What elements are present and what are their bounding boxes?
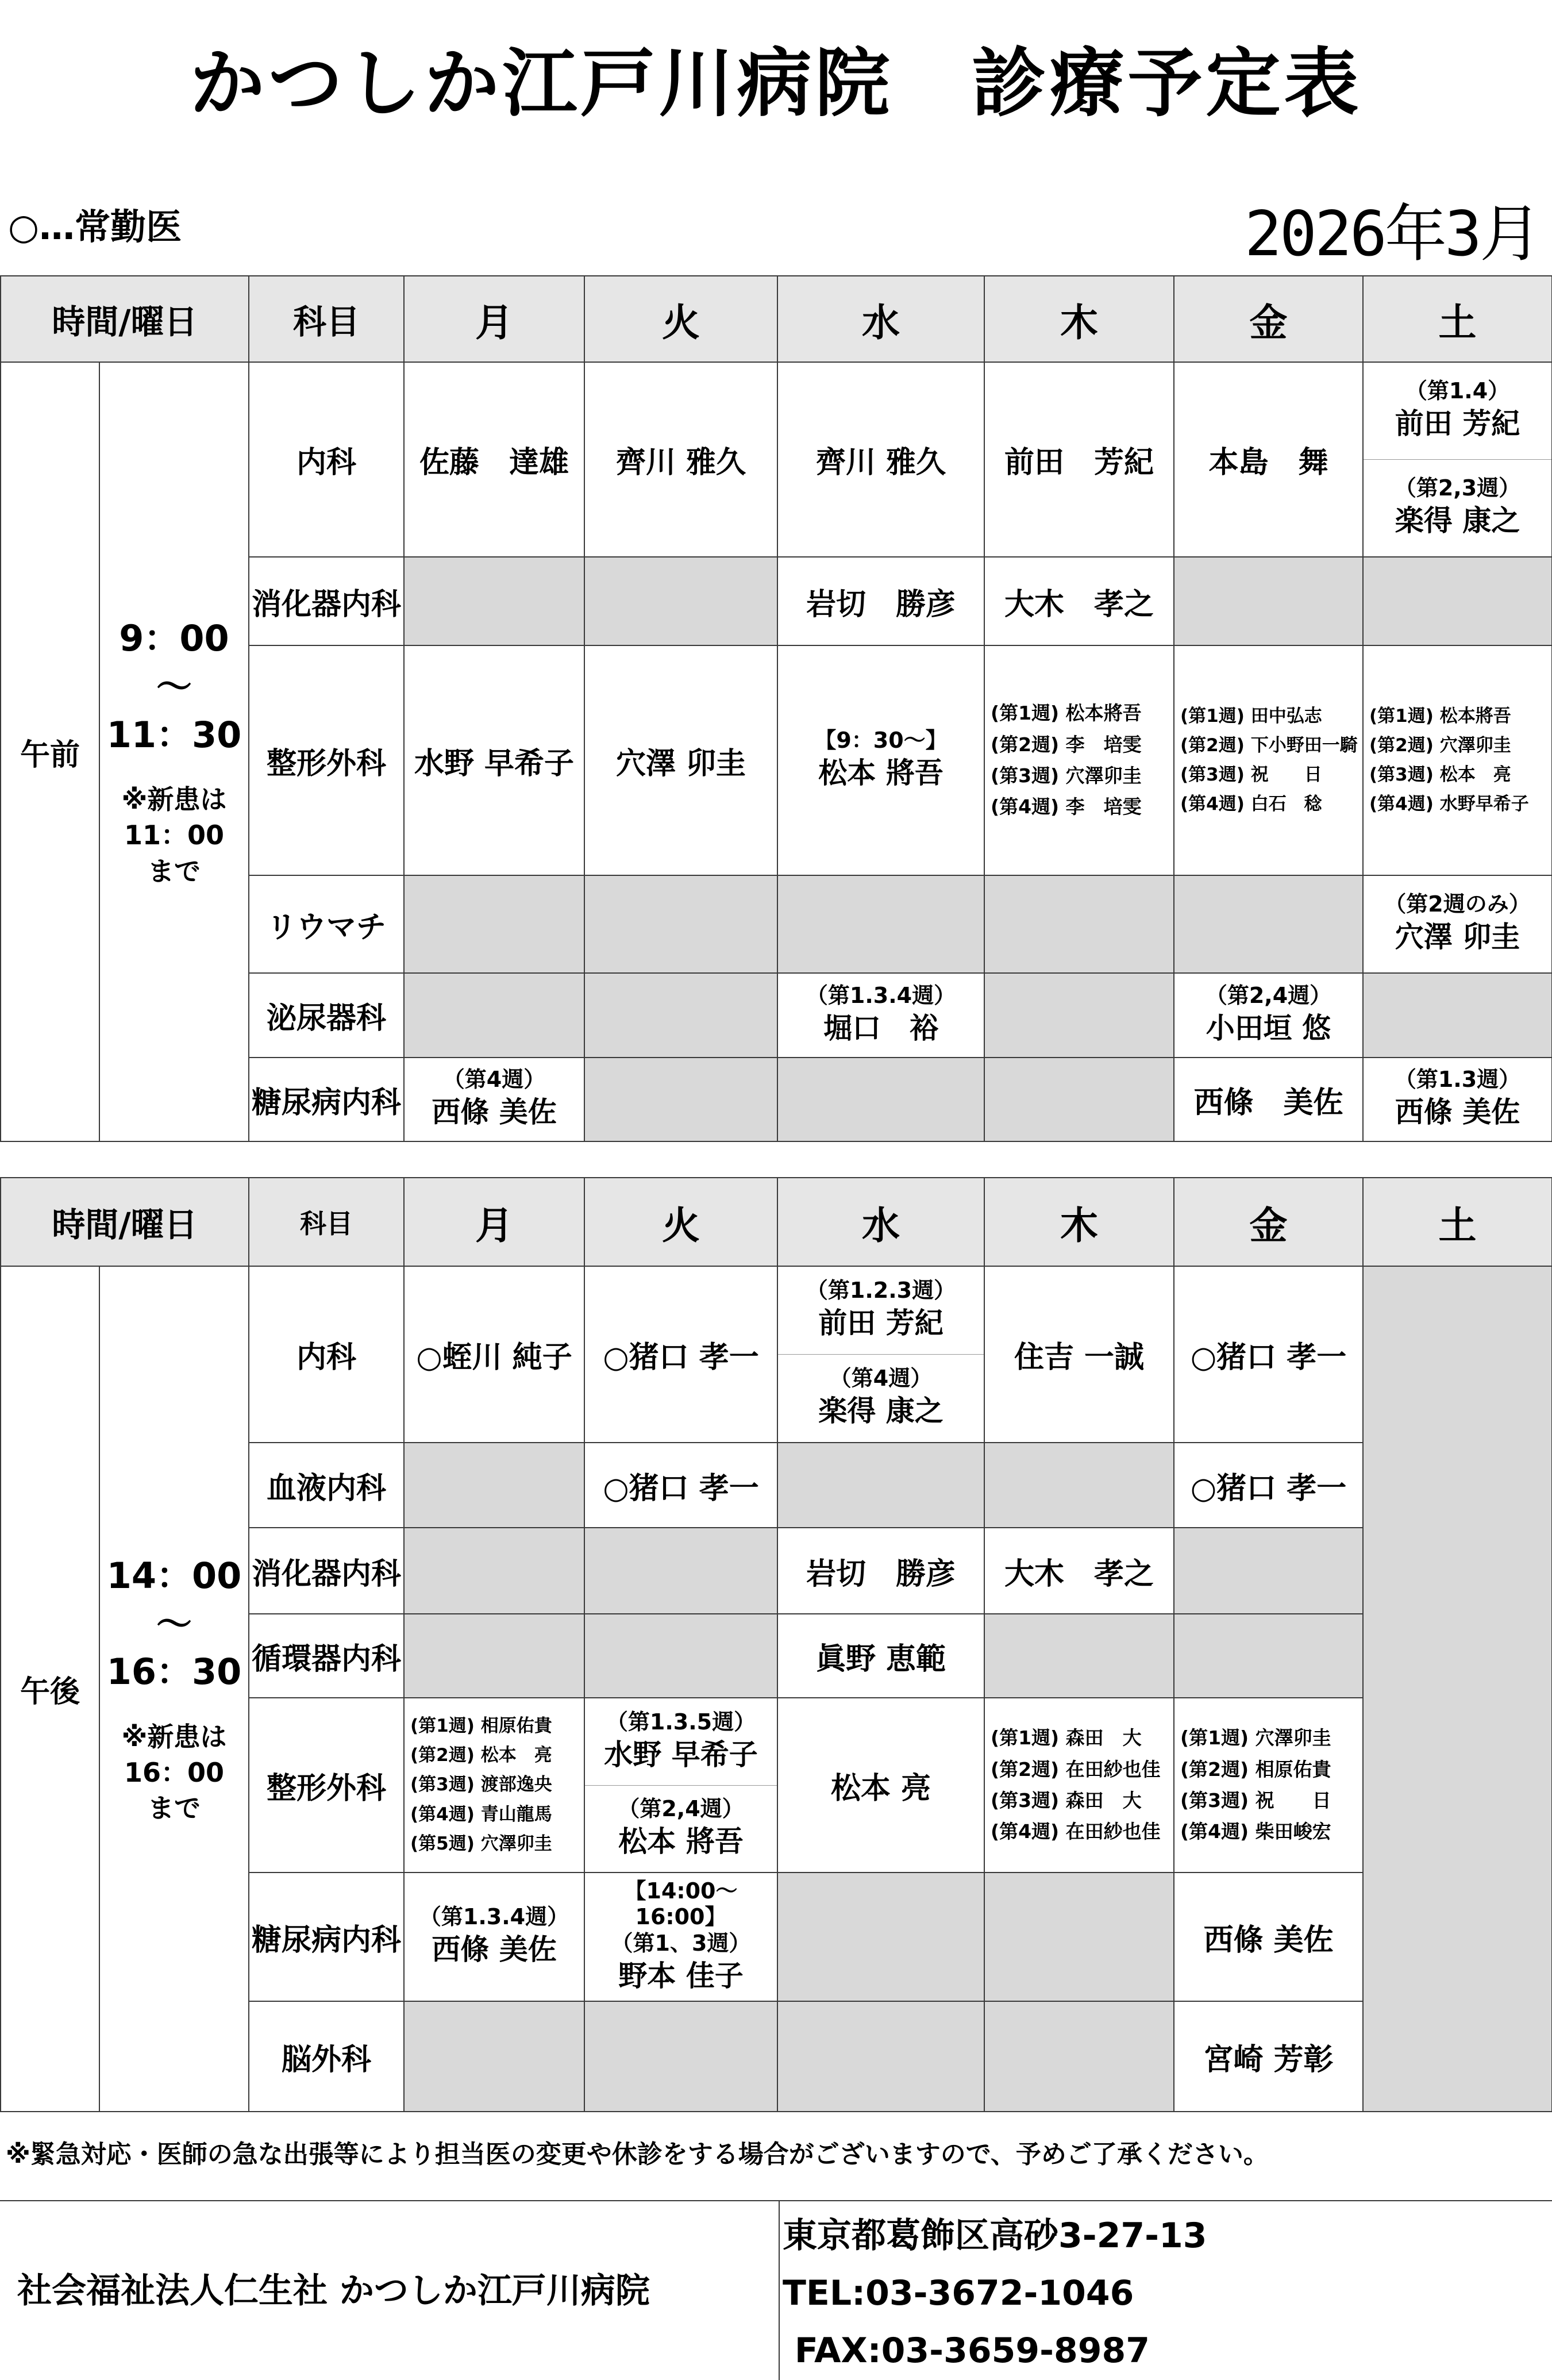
cell-empty (584, 1614, 777, 1698)
cell-empty (584, 875, 777, 973)
row-naika (1, 1266, 1552, 1443)
time-start: 14：00 (106, 1554, 242, 1597)
cell-empty (584, 557, 777, 645)
cell-mon: （第4週） 西條 美佐 (404, 1058, 584, 1141)
dept-junkanki: 循環器内科 (249, 1614, 404, 1698)
dept-ketsueki: 血液内科 (249, 1443, 404, 1528)
cell-empty (404, 557, 584, 645)
cell-thu: 前田 芳紀 (984, 362, 1174, 557)
cell-empty (584, 973, 777, 1058)
cell-sat: (第1週) 松本將吾 (第2週) 穴澤卯圭 (第3週) 松本 亮 (第4週) 水野早希子 (1363, 645, 1552, 875)
footer-vertical-divider (779, 2201, 780, 2380)
cell-empty (777, 1058, 984, 1141)
cell-empty (984, 2001, 1174, 2112)
afternoon-schedule-table (0, 1177, 1552, 2112)
header-row (1, 1178, 1552, 1266)
header-wed: 水 (777, 276, 984, 362)
cell-empty (984, 973, 1174, 1058)
dept-rheuma: リウマチ (249, 875, 404, 973)
time-start: 9：00 (119, 617, 229, 660)
header-thu: 木 (984, 276, 1174, 362)
cell-empty (984, 875, 1174, 973)
header-mon: 月 (404, 1178, 584, 1266)
cell-wed: （第1.3.4週） 堀口 裕 (777, 973, 984, 1058)
time-tilde: ～ (156, 666, 192, 708)
afternoon-hours (99, 1266, 249, 2112)
cell-empty (404, 1528, 584, 1614)
header-time-day: 時間/曜日 (1, 1178, 249, 1266)
cell-empty (1363, 557, 1552, 645)
time-end: 16：30 (106, 1651, 242, 1693)
time-end: 11：30 (106, 713, 242, 756)
new-patient-note: ※新患は 16：00 まで (121, 1721, 227, 1824)
dept-tonyo: 糖尿病内科 (249, 1058, 404, 1141)
address: 東京都葛飾区高砂3-27-13 (783, 2216, 1207, 2256)
cell-empty (404, 1614, 584, 1698)
dept-shokaki: 消化器内科 (249, 557, 404, 645)
cell-empty (584, 2001, 777, 2112)
cell-empty (984, 1873, 1174, 2001)
cell-fri: (第1週) 田中弘志 (第2週) 下小野田一騎 (第3週) 祝 日 (第4週) 白石 稔 (1174, 645, 1363, 875)
cell-empty (984, 1443, 1174, 1528)
row-naika (1, 362, 1552, 557)
header-wed: 水 (777, 1178, 984, 1266)
morning-hours (99, 362, 249, 1141)
cell-fri: 西條 美佐 (1174, 1873, 1363, 2001)
cell-wed: 齊川 雅久 (777, 362, 984, 557)
cell-fri: （第2,4週） 小田垣 悠 (1174, 973, 1363, 1058)
cell-empty-sat (1363, 1266, 1552, 2112)
header-sat: 土 (1363, 1178, 1552, 1266)
cell-mon: 水野 早希子 (404, 645, 584, 875)
header-sat: 土 (1363, 276, 1552, 362)
cell-mon: (第1週) 相原佑貴 (第2週) 松本 亮 (第3週) 渡部逸央 (第4週) 青山龍馬 (第5週) 穴澤卯圭 (404, 1698, 584, 1873)
dept-nogeka: 脳外科 (249, 2001, 404, 2112)
cell-fri: (第1週) 穴澤卯圭 (第2週) 相原佑貴 (第3週) 祝 日 (第4週) 柴田峻宏 (1174, 1698, 1363, 1873)
cell-empty (1174, 1614, 1363, 1698)
cell-wed: 岩切 勝彦 (777, 1528, 984, 1614)
header-subject: 科目 (249, 276, 404, 362)
dept-tonyo: 糖尿病内科 (249, 1873, 404, 2001)
header-fri: 金 (1174, 276, 1363, 362)
header-tue: 火 (584, 276, 777, 362)
cell-mon: 佐藤 達雄 (404, 362, 584, 557)
header-fri: 金 (1174, 1178, 1363, 1266)
header-tue: 火 (584, 1178, 777, 1266)
contact-info (783, 2207, 1207, 2379)
cell-mon: ○蛭川 純子 (404, 1266, 584, 1443)
organization-name: 社会福祉法人仁生社 かつしか江戸川病院 (17, 2271, 650, 2311)
cell-fri: 宮崎 芳彰 (1174, 2001, 1363, 2112)
cell-wed: 松本 亮 (777, 1698, 984, 1873)
dept-shokaki: 消化器内科 (249, 1528, 404, 1614)
cell-fri: 西條 美佐 (1174, 1058, 1363, 1141)
legend-fulltime: ○…常勤医 (8, 206, 182, 248)
disclaimer-note: ※緊急対応・医師の急な出張等により担当医の変更や休診をする場合がございますので、予めご了承ください。 (6, 2140, 1269, 2169)
header-thu: 木 (984, 1178, 1174, 1266)
cell-wed: 【9：30～】 松本 將吾 (777, 645, 984, 875)
dept-naika: 内科 (249, 1266, 404, 1443)
cell-empty (404, 1443, 584, 1528)
cell-wed: （第1.2.3週） 前田 芳紀 （第4週） 楽得 康之 (777, 1266, 984, 1443)
cell-empty (777, 875, 984, 973)
cell-fri: ○猪口 孝一 (1174, 1266, 1363, 1443)
cell-thu: 大木 孝之 (984, 1528, 1174, 1614)
cell-thu: 大木 孝之 (984, 557, 1174, 645)
time-tilde: ～ (156, 1602, 192, 1645)
header-time-day: 時間/曜日 (1, 276, 249, 362)
cell-tue: （第1.3.5週） 水野 早希子 （第2,4週） 松本 將吾 (584, 1698, 777, 1873)
dept-seikei: 整形外科 (249, 645, 404, 875)
page-title: かつしか江戸川病院 診療予定表 (190, 40, 1362, 127)
header-subject: 科目 (249, 1178, 404, 1266)
cell-fri: ○猪口 孝一 (1174, 1443, 1363, 1528)
cell-empty (404, 2001, 584, 2112)
cell-tue: 【14:00～16:00】 （第1、3週） 野本 佳子 (584, 1873, 777, 2001)
dept-naika: 内科 (249, 362, 404, 557)
cell-fri: 本島 舞 (1174, 362, 1363, 557)
cell-empty (1174, 1528, 1363, 1614)
cell-wed: 岩切 勝彦 (777, 557, 984, 645)
cell-thu: (第1週) 森田 大 (第2週) 在田紗也佳 (第3週) 森田 大 (第4週) 在田紗也佳 (984, 1698, 1174, 1873)
cell-sat: （第2週のみ） 穴澤 卯圭 (1363, 875, 1552, 973)
cell-mon: （第1.3.4週） 西條 美佐 (404, 1873, 584, 2001)
cell-tue: 穴澤 卯圭 (584, 645, 777, 875)
cell-empty (777, 1873, 984, 2001)
new-patient-note: ※新患は 11：00 まで (121, 784, 227, 887)
cell-sat: （第1.4） 前田 芳紀 （第2,3週） 楽得 康之 (1363, 362, 1552, 557)
cell-empty (404, 875, 584, 973)
cell-empty (984, 1614, 1174, 1698)
dept-hinyoki: 泌尿器科 (249, 973, 404, 1058)
cell-empty (1174, 557, 1363, 645)
cell-empty (584, 1528, 777, 1614)
header-mon: 月 (404, 276, 584, 362)
cell-empty (1174, 875, 1363, 973)
cell-tue: ○猪口 孝一 (584, 1266, 777, 1443)
cell-empty (777, 2001, 984, 2112)
header-row (1, 276, 1552, 362)
cell-empty (584, 1058, 777, 1141)
period-morning: 午前 (1, 362, 99, 1141)
cell-thu: 住吉 一誠 (984, 1266, 1174, 1443)
cell-wed: 眞野 恵範 (777, 1614, 984, 1698)
cell-sat: （第1.3週） 西條 美佐 (1363, 1058, 1552, 1141)
fax: FAX:03-3659-8987 (783, 2331, 1150, 2371)
cell-empty (984, 1058, 1174, 1141)
cell-empty (777, 1443, 984, 1528)
dept-seikei: 整形外科 (249, 1698, 404, 1873)
telephone: TEL:03-3672-1046 (783, 2273, 1134, 2313)
cell-empty (404, 973, 584, 1058)
cell-tue: ○猪口 孝一 (584, 1443, 777, 1528)
period-afternoon: 午後 (1, 1266, 99, 2112)
cell-thu: (第1週) 松本將吾 (第2週) 李 培雯 (第3週) 穴澤卯圭 (第4週) 李 培雯 (984, 645, 1174, 875)
year-month: 2026年3月 (1244, 198, 1539, 270)
cell-empty (1363, 973, 1552, 1058)
footer-divider (0, 2200, 1552, 2201)
morning-schedule-table (0, 275, 1552, 1142)
cell-tue: 齊川 雅久 (584, 362, 777, 557)
